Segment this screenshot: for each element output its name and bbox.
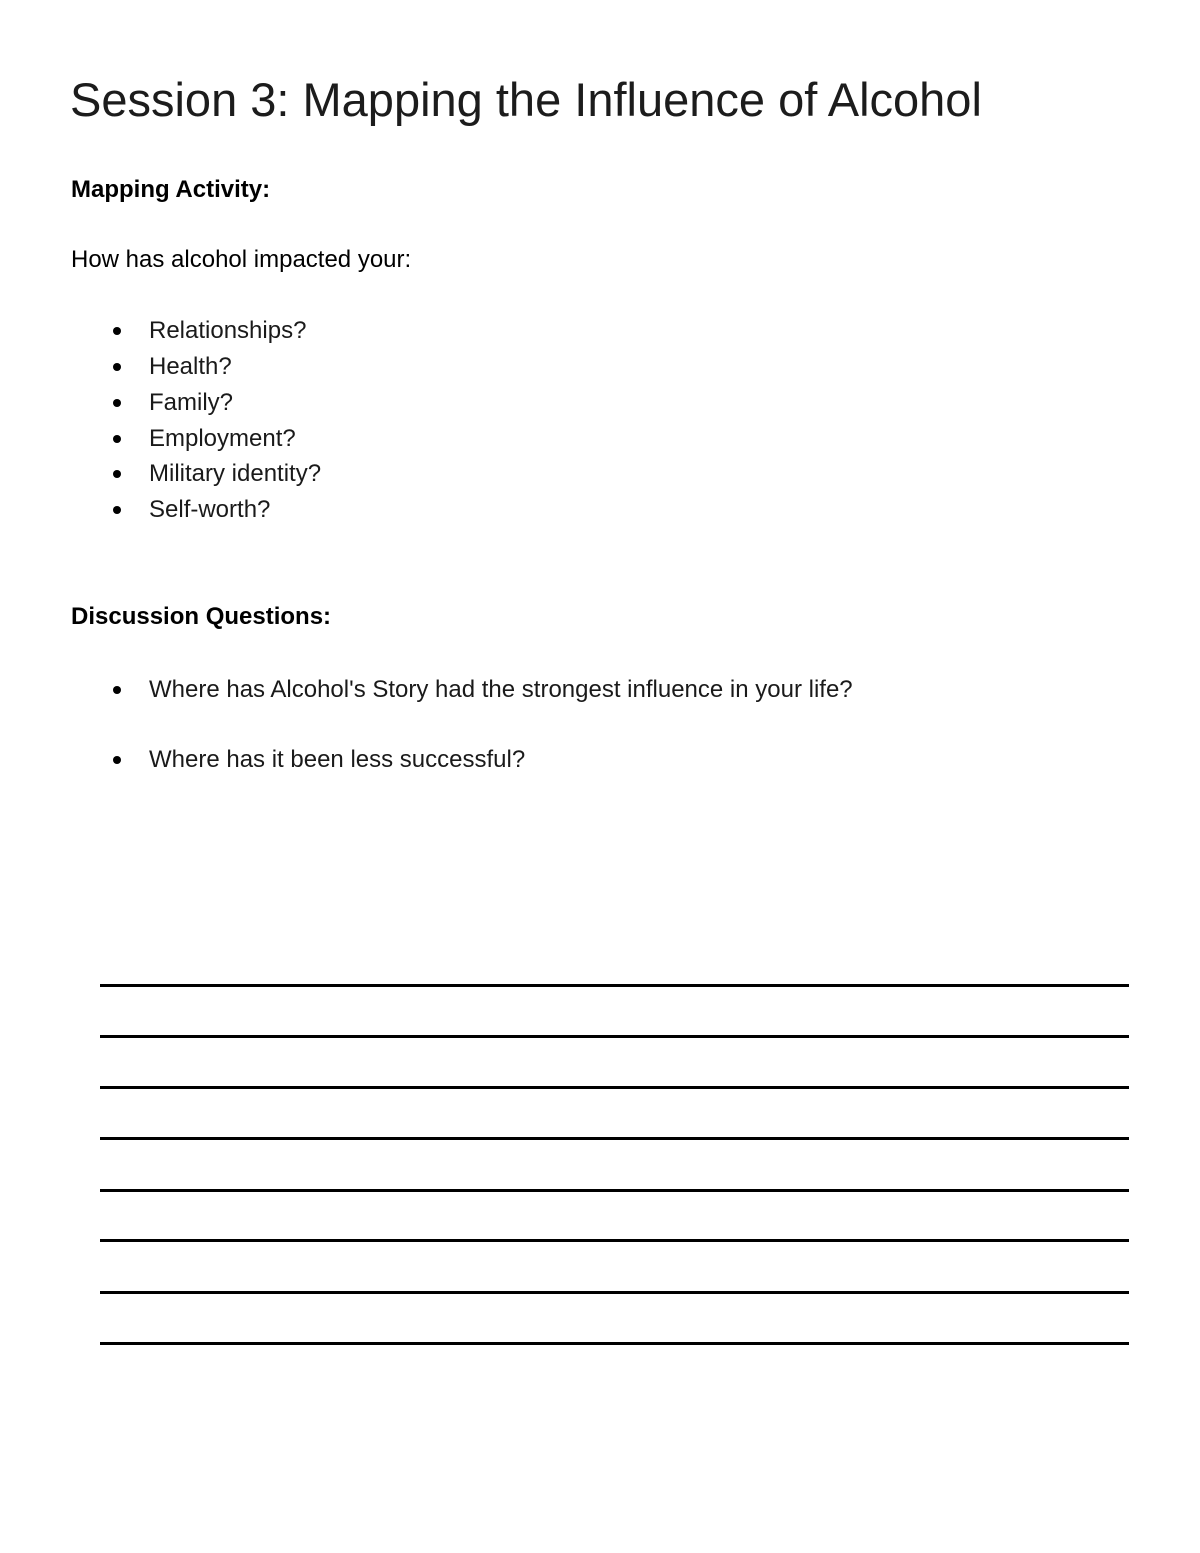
list-item-label: Relationships? xyxy=(149,317,307,344)
list-item-label: Employment? xyxy=(149,425,296,452)
bullet-icon xyxy=(113,756,121,764)
bullet-icon xyxy=(113,327,121,335)
answer-line[interactable] xyxy=(100,1086,1129,1089)
bullet-icon xyxy=(113,399,121,407)
answer-line[interactable] xyxy=(100,1342,1129,1345)
answer-line[interactable] xyxy=(100,1291,1129,1294)
bullet-icon xyxy=(113,470,121,478)
discussion-question: Where has it been less successful? xyxy=(149,746,526,773)
answer-line[interactable] xyxy=(100,1239,1129,1242)
list-item-label: Family? xyxy=(149,389,234,416)
answer-line[interactable] xyxy=(100,1035,1129,1038)
list-item-label: Health? xyxy=(149,353,232,380)
bullet-icon xyxy=(113,363,121,371)
bullet-icon xyxy=(113,435,121,443)
list-item-label: Military identity? xyxy=(149,460,322,487)
answer-line[interactable] xyxy=(100,1137,1129,1140)
mapping-activity-heading: Mapping Activity: xyxy=(71,176,271,203)
bullet-icon xyxy=(113,506,121,514)
discussion-questions-heading: Discussion Questions: xyxy=(71,603,332,630)
answer-line[interactable] xyxy=(100,984,1129,987)
mapping-prompt: How has alcohol impacted your: xyxy=(71,246,412,273)
discussion-question: Where has Alcohol's Story had the strongest influence in your life? xyxy=(149,676,853,703)
answer-line[interactable] xyxy=(100,1189,1129,1192)
list-item-label: Self-worth? xyxy=(149,496,271,523)
bullet-icon xyxy=(113,686,121,694)
page-title: Session 3: Mapping the Influence of Alcohol xyxy=(70,73,982,126)
